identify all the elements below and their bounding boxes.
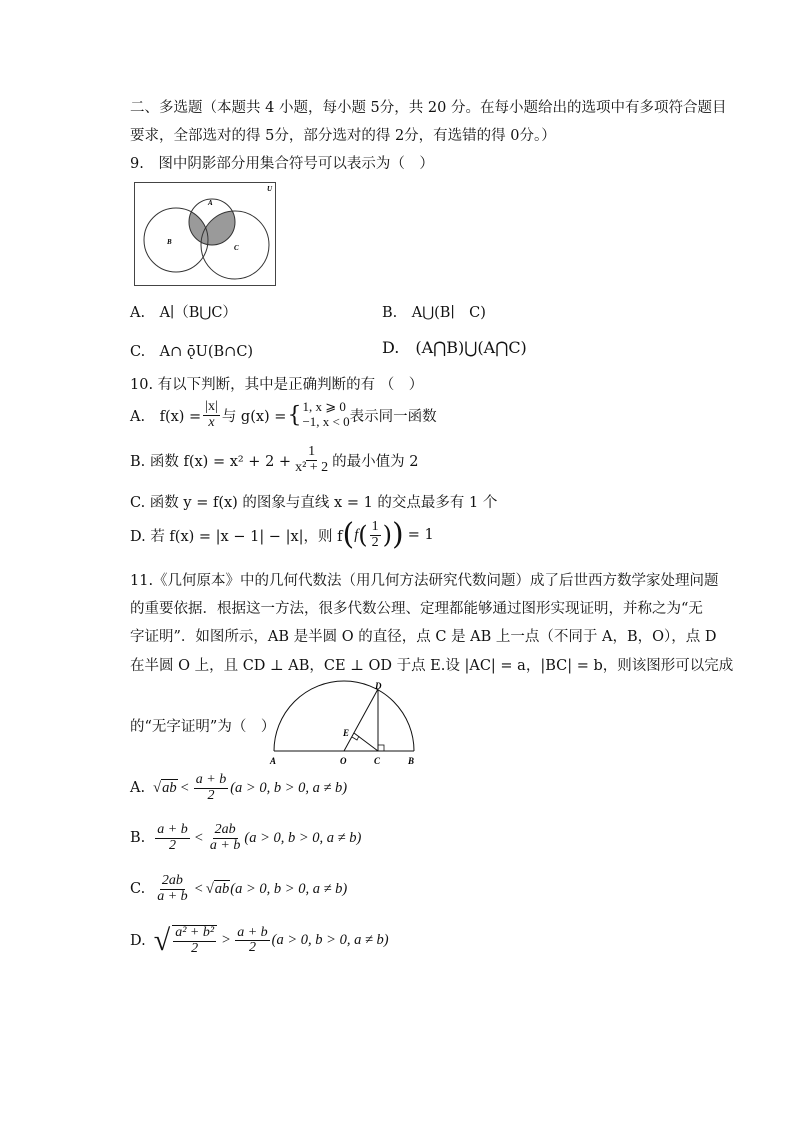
- q10-a-frac-num: |x|: [205, 399, 218, 414]
- q11-d-num1: a² + b²: [175, 925, 215, 940]
- q11-option-b: [130, 823, 361, 853]
- q11-line1: 11.《几何原本》中的几何代数法（用几何方法研究代数问题）成了后世西方数学家处理问题: [130, 573, 719, 589]
- q11-a-cond: (a > 0, b > 0, a ≠ b): [230, 779, 348, 796]
- q10-a-post: 表示同一函数: [349, 408, 437, 425]
- label-o: O: [340, 756, 347, 766]
- right-angle-e: [352, 736, 359, 740]
- q11-b-fraction1: [155, 823, 189, 853]
- q11-d-fraction1: [172, 925, 217, 956]
- q10-b-frac-den: x² + 2: [295, 459, 329, 475]
- paren-open-icon: (: [342, 517, 355, 553]
- q11-c-label: C.: [130, 881, 146, 898]
- q11-option-c: [130, 874, 347, 904]
- q11-d-den1: 2: [191, 940, 199, 956]
- q11-option-d: [130, 925, 389, 956]
- semicircle-figure: [266, 680, 422, 768]
- q10-d-inner-f: f: [354, 526, 359, 543]
- q10-b-fraction: [293, 445, 330, 475]
- q11-d-cond: (a > 0, b > 0, a ≠ b): [271, 932, 389, 949]
- q11-b-den1: 2: [168, 837, 176, 853]
- sqrt-icon: √: [205, 880, 214, 897]
- q11-a-fraction: [194, 773, 228, 803]
- q11-option-a: [130, 773, 347, 803]
- q10-d-fraction: [370, 520, 381, 550]
- label-u: U: [267, 185, 273, 193]
- brace-icon: {: [287, 402, 302, 428]
- q11-line3: 字证明”．如图所示，AB 是半圆 O 的直径，点 C 是 AB 上一点（不同于 A，B，O），点 D: [130, 629, 717, 645]
- q9-stem: 9. 图中阴影部分用集合符号可以表示为（ ）: [130, 156, 434, 172]
- label-a: A: [208, 199, 213, 207]
- label-a: A: [270, 756, 277, 766]
- paren-open-inner-icon: (: [358, 521, 368, 550]
- q11-line5: 的“无字证明”为（ ）: [130, 719, 276, 735]
- label-b: B: [167, 238, 172, 246]
- q11-line4: 在半圆 O 上，且 CD ⊥ AB，CE ⊥ OD 于点 E.设 |AC| = a，|BC| = b，则该图形可以完成: [130, 658, 734, 674]
- sqrt-icon: √: [153, 779, 162, 796]
- section-heading-line2: 要求，全部选对的得 5分，部分选对的得 2分，有选错的得 0分。）: [130, 128, 556, 144]
- q9-option-a: A. A∣（B⋃C）: [130, 305, 237, 321]
- q11-b-den2: a + b: [209, 837, 241, 853]
- right-angle-c: [378, 745, 384, 751]
- q10-d-frac-num: 1: [371, 519, 379, 534]
- q11-c-rhs: ab: [214, 881, 230, 898]
- q11-a-den: 2: [207, 787, 215, 803]
- q11-d-label: D.: [130, 932, 146, 949]
- q10-b-pre: B. 函数 f(x) = x² + 2 +: [130, 453, 292, 470]
- paren-close-inner-icon: ): [382, 521, 392, 550]
- q11-c-cond: (a > 0, b > 0, a ≠ b): [230, 880, 348, 897]
- q9-option-c: C. A∩ ǭU(B∩C): [130, 344, 254, 360]
- q10-option-c: C. 函数 y = f(x) 的图象与直线 x = 1 的交点最多有 1 个: [130, 495, 498, 511]
- paren-close-icon: ): [392, 517, 404, 553]
- q11-b-fraction2: [208, 823, 242, 853]
- q9-option-b: B. A⋃(B∣ C): [382, 305, 486, 321]
- label-d: D: [375, 681, 382, 691]
- sqrt-icon: √: [153, 923, 171, 957]
- q10-d-post: = 1: [407, 527, 434, 544]
- venn-diagram: [134, 182, 276, 286]
- q11-d-op: >: [222, 932, 231, 949]
- q11-c-num: 2ab: [161, 873, 183, 888]
- q11-c-den: a + b: [157, 888, 188, 904]
- q11-c-fraction: [155, 874, 189, 904]
- q11-d-fraction2: [235, 926, 269, 956]
- q11-b-label: B.: [130, 830, 146, 847]
- q10-a-case2: −1, x < 0: [302, 414, 350, 430]
- semicircle-arc: [274, 681, 414, 751]
- q11-a-op: <: [180, 779, 189, 796]
- q11-d-den2: 2: [248, 940, 256, 956]
- label-b: B: [408, 756, 415, 766]
- q10-a-fraction: [203, 400, 220, 430]
- q11-line2: 的重要依据．根据这一方法，很多代数公理、定理都能够通过图形实现证明，并称之为“无: [130, 601, 703, 617]
- label-e: E: [343, 728, 350, 738]
- q10-a-pre: A. f(x) =: [130, 408, 202, 425]
- q10-a-cases: [302, 400, 349, 430]
- radius-od: [344, 689, 378, 751]
- q10-d-pre: D. 若 f(x) = |x − 1| − |x|，则 f: [130, 528, 343, 545]
- q10-b-frac-num: 1: [308, 444, 316, 459]
- q10-option-d: [130, 517, 434, 553]
- q10-d-frac-den: 2: [371, 534, 379, 550]
- label-c: C: [234, 244, 239, 252]
- q11-a-label: A.: [130, 780, 146, 797]
- q9-option-d: D. (A⋂B)⋃(A⋂C): [382, 338, 527, 357]
- q11-b-cond: (a > 0, b > 0, a ≠ b): [244, 829, 362, 846]
- q11-b-num1: a + b: [157, 822, 188, 837]
- q10-option-b: [130, 445, 419, 475]
- q11-c-op: <: [194, 880, 203, 897]
- q11-a-lhs: ab: [162, 780, 177, 797]
- q10-a-mid: 与 g(x) =: [221, 408, 287, 425]
- q10-option-a: [130, 400, 437, 430]
- q10-stem: 10. 有以下判断，其中是正确判断的有 （ ）: [130, 377, 424, 393]
- q10-a-case1: 1, x ⩾ 0: [302, 399, 346, 415]
- q10-a-frac-den: x: [208, 414, 215, 430]
- section-heading-line1: 二、多选题（本题共 4 小题，每小题 5分，共 20 分。在每小题给出的选项中有多项符合题目: [130, 100, 727, 116]
- q11-b-op: <: [194, 829, 203, 846]
- q11-a-num: a + b: [195, 772, 227, 787]
- segment-ce: [354, 733, 378, 751]
- q10-b-post: 的最小值为 2: [332, 453, 419, 470]
- label-c: C: [374, 756, 381, 766]
- q11-d-num2: a + b: [237, 924, 268, 940]
- q11-b-num2: 2ab: [214, 822, 236, 837]
